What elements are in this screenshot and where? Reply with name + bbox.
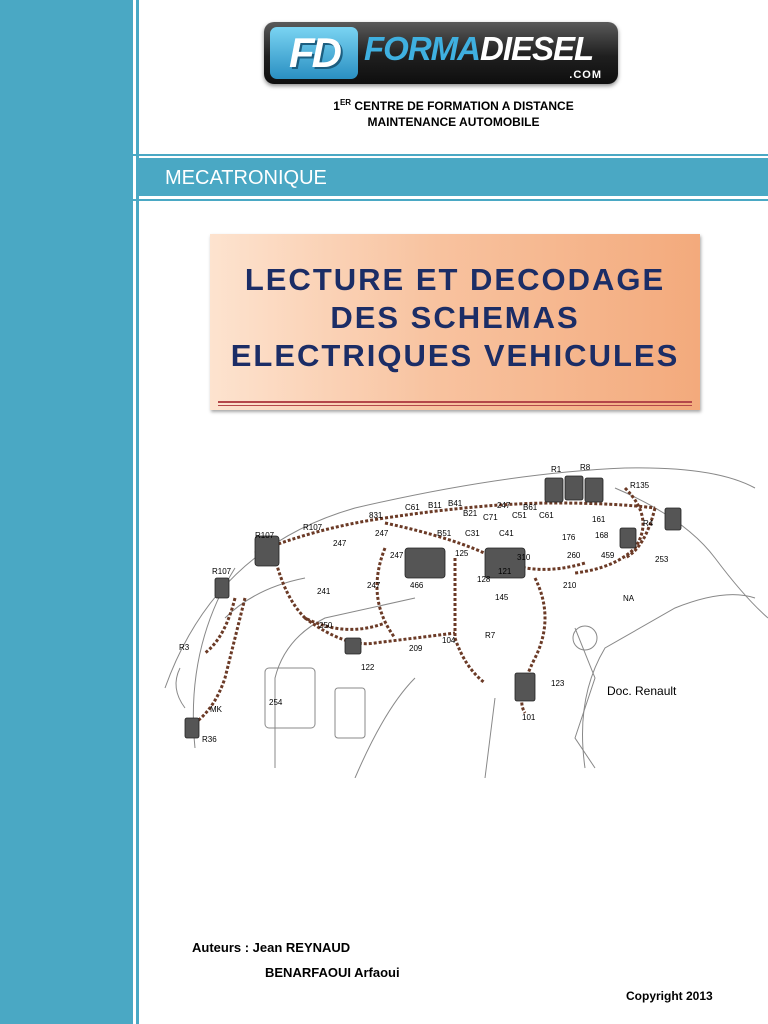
org-line1-rest: CENTRE DE FORMATION A DISTANCE xyxy=(351,99,574,113)
diagram-label: 466 xyxy=(410,581,424,590)
logo-com-text: .COM xyxy=(569,69,602,81)
title-line-3: ELECTRIQUES VEHICULES xyxy=(230,338,680,373)
diagram-label: 254 xyxy=(269,698,283,707)
diagram-label: NA xyxy=(623,594,635,603)
diagram-label: 168 xyxy=(595,531,609,540)
diagram-label: 250 xyxy=(319,621,333,630)
diagram-label: 122 xyxy=(361,663,375,672)
diagram-label: 210 xyxy=(563,581,577,590)
diagram-label: 145 xyxy=(495,593,509,602)
banner-top-rule xyxy=(133,154,768,156)
diagram-label: 247 xyxy=(497,501,511,510)
diagram-label: 121 xyxy=(498,567,512,576)
author-second: BENARFAOUI Arfaoui xyxy=(265,965,400,980)
diagram-label: C61 xyxy=(405,503,420,512)
title-line-2: DES SCHEMAS xyxy=(330,300,580,335)
diagram-label: R36 xyxy=(202,735,217,744)
diagram-label: 104 xyxy=(442,636,456,645)
copyright-notice: Copyright 2013 xyxy=(626,989,713,1003)
org-line1-superscript: ER xyxy=(339,98,352,107)
dashboard-wiring-diagram xyxy=(155,448,768,778)
diagram-label: R1 xyxy=(551,465,562,474)
left-color-bar xyxy=(0,0,133,1024)
org-line1-prefix: 1 xyxy=(333,99,340,113)
diagram-label: B11 xyxy=(428,501,442,510)
diagram-label: B51 xyxy=(437,529,452,538)
diagram-label: R8 xyxy=(580,463,591,472)
title-line-1: LECTURE ET DECODAGE xyxy=(244,262,666,297)
diagram-label: 459 xyxy=(601,551,615,560)
title-box xyxy=(210,234,700,410)
diagram-label: R135 xyxy=(630,481,650,490)
diagram-label: 247 xyxy=(367,581,381,590)
diagram-label: B41 xyxy=(448,499,463,508)
diagram-label: 161 xyxy=(592,515,606,524)
diagram-label: C51 xyxy=(512,511,527,520)
formadiesel-logo xyxy=(264,22,618,84)
diagram-label: 247 xyxy=(390,551,404,560)
diagram-label: 831 xyxy=(369,511,383,520)
logo-fd-mark: FD xyxy=(270,27,358,79)
diagram-label: 241 xyxy=(317,587,331,596)
section-banner xyxy=(139,158,768,196)
banner-bottom-rule xyxy=(133,199,768,201)
title-underline xyxy=(218,401,692,403)
diagram-label: 310 xyxy=(517,553,531,562)
logo-diesel-text: DIESEL xyxy=(479,30,594,67)
diagram-label: B61 xyxy=(523,503,538,512)
diagram-label: R4 xyxy=(643,519,654,528)
diagram-label: R107 xyxy=(255,531,275,540)
diagram-label: 125 xyxy=(455,549,469,558)
diagram-label: C61 xyxy=(539,511,554,520)
logo-forma-text: FORMA xyxy=(364,30,480,67)
diagram-label: 253 xyxy=(655,555,669,564)
diagram-label: 101 xyxy=(522,713,536,722)
organization-line-1 xyxy=(139,98,768,113)
diagram-label: R107 xyxy=(212,567,232,576)
diagram-label: 260 xyxy=(567,551,581,560)
diagram-label: C31 xyxy=(465,529,480,538)
diagram-label: R7 xyxy=(485,631,496,640)
diagram-label: C71 xyxy=(483,513,498,522)
diagram-label: 176 xyxy=(562,533,576,542)
diagram-label: 247 xyxy=(375,529,389,538)
diagram-label: R3 xyxy=(179,643,190,652)
diagram-credit: Doc. Renault xyxy=(607,684,677,698)
diagram-label: 247 xyxy=(333,539,347,548)
diagram-label: 209 xyxy=(409,644,423,653)
logo-wordmark xyxy=(364,30,593,68)
banner-label: MECATRONIQUE xyxy=(165,167,327,189)
title-underline-thin xyxy=(218,405,692,406)
diagram-label: 123 xyxy=(551,679,565,688)
diagram-label: C41 xyxy=(499,529,514,538)
diagram-label: R107 xyxy=(303,523,323,532)
diagram-label: 128 xyxy=(477,575,491,584)
authors-line: Auteurs : Jean REYNAUD xyxy=(192,940,351,955)
diagram-label: MK xyxy=(210,705,222,714)
diagram-label: B21 xyxy=(463,509,478,518)
organization-line-2: MAINTENANCE AUTOMOBILE xyxy=(367,115,540,129)
